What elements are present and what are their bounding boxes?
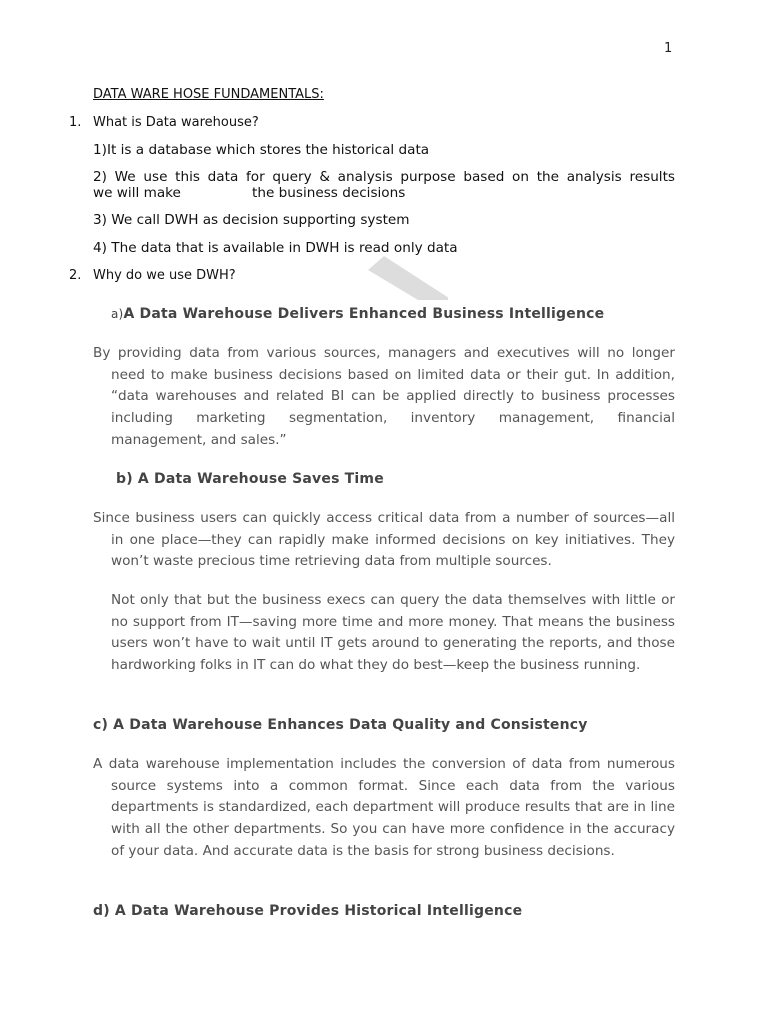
heading-a-prefix: a) [111,307,124,321]
paragraph-b-2: Not only that but the business execs can query the data themselves with little or no support from IT—saving more time and more money. That means the business users won’t have to wait until IT gets around to generating the reports, and those hardworking folks in IT can do what they do best—keep the business running. [111,592,675,674]
answer-1: 1)It is a database which stores the historical data [93,142,430,158]
document-title: DATA WARE HOSE FUNDAMENTALS: [93,87,324,102]
heading-a-text: A Data Warehouse Delivers Enhanced Business Intelligence [123,306,605,322]
question-1: What is Data warehouse? [93,115,259,130]
answer-2-line-2a: we will make [93,185,181,201]
heading-b: b) A Data Warehouse Saves Time [116,471,384,487]
answer-2-line-2b: the business decisions [252,185,406,201]
answer-2-line-1: 2) We use this data for query & analysis purpose based on the analysis results [93,169,675,185]
watermark-shape [368,256,448,300]
paragraph-a: By providing data from various sources, managers and executives will no longer need to make business decisions based on limited data or their gut. In addition, “data warehouses and related BI can be applied directly to business processes including marketing segmentation, inventory management, financial management, and sales.” [93,345,675,448]
list-number-1: 1. [69,115,82,130]
answer-4: 4) The data that is available in DWH is read only data [93,240,458,256]
paragraph-c: A data warehouse implementation includes the conversion of data from numerous source systems into a common format. Since each data from the various departments is standardized, each department will produce results that are in line with all the other departments. So you can have more confidence in the accuracy of your data. And accurate data is the basis for strong business decisions. [93,756,675,859]
answer-3: 3) We call DWH as decision supporting system [93,212,410,228]
heading-d: d) A Data Warehouse Provides Historical Intelligence [93,903,523,919]
heading-a [111,306,604,322]
page-number: 1 [664,41,673,56]
paragraph-b-1: Since business users can quickly access critical data from a number of sources—all in one place—they can rapidly make informed decisions on key initiatives. They won’t waste precious time retrieving data from multiple sources. [93,510,675,570]
question-2: Why do we use DWH? [93,268,236,283]
heading-c: c) A Data Warehouse Enhances Data Quality and Consistency [93,717,588,733]
list-number-2: 2. [69,268,82,283]
